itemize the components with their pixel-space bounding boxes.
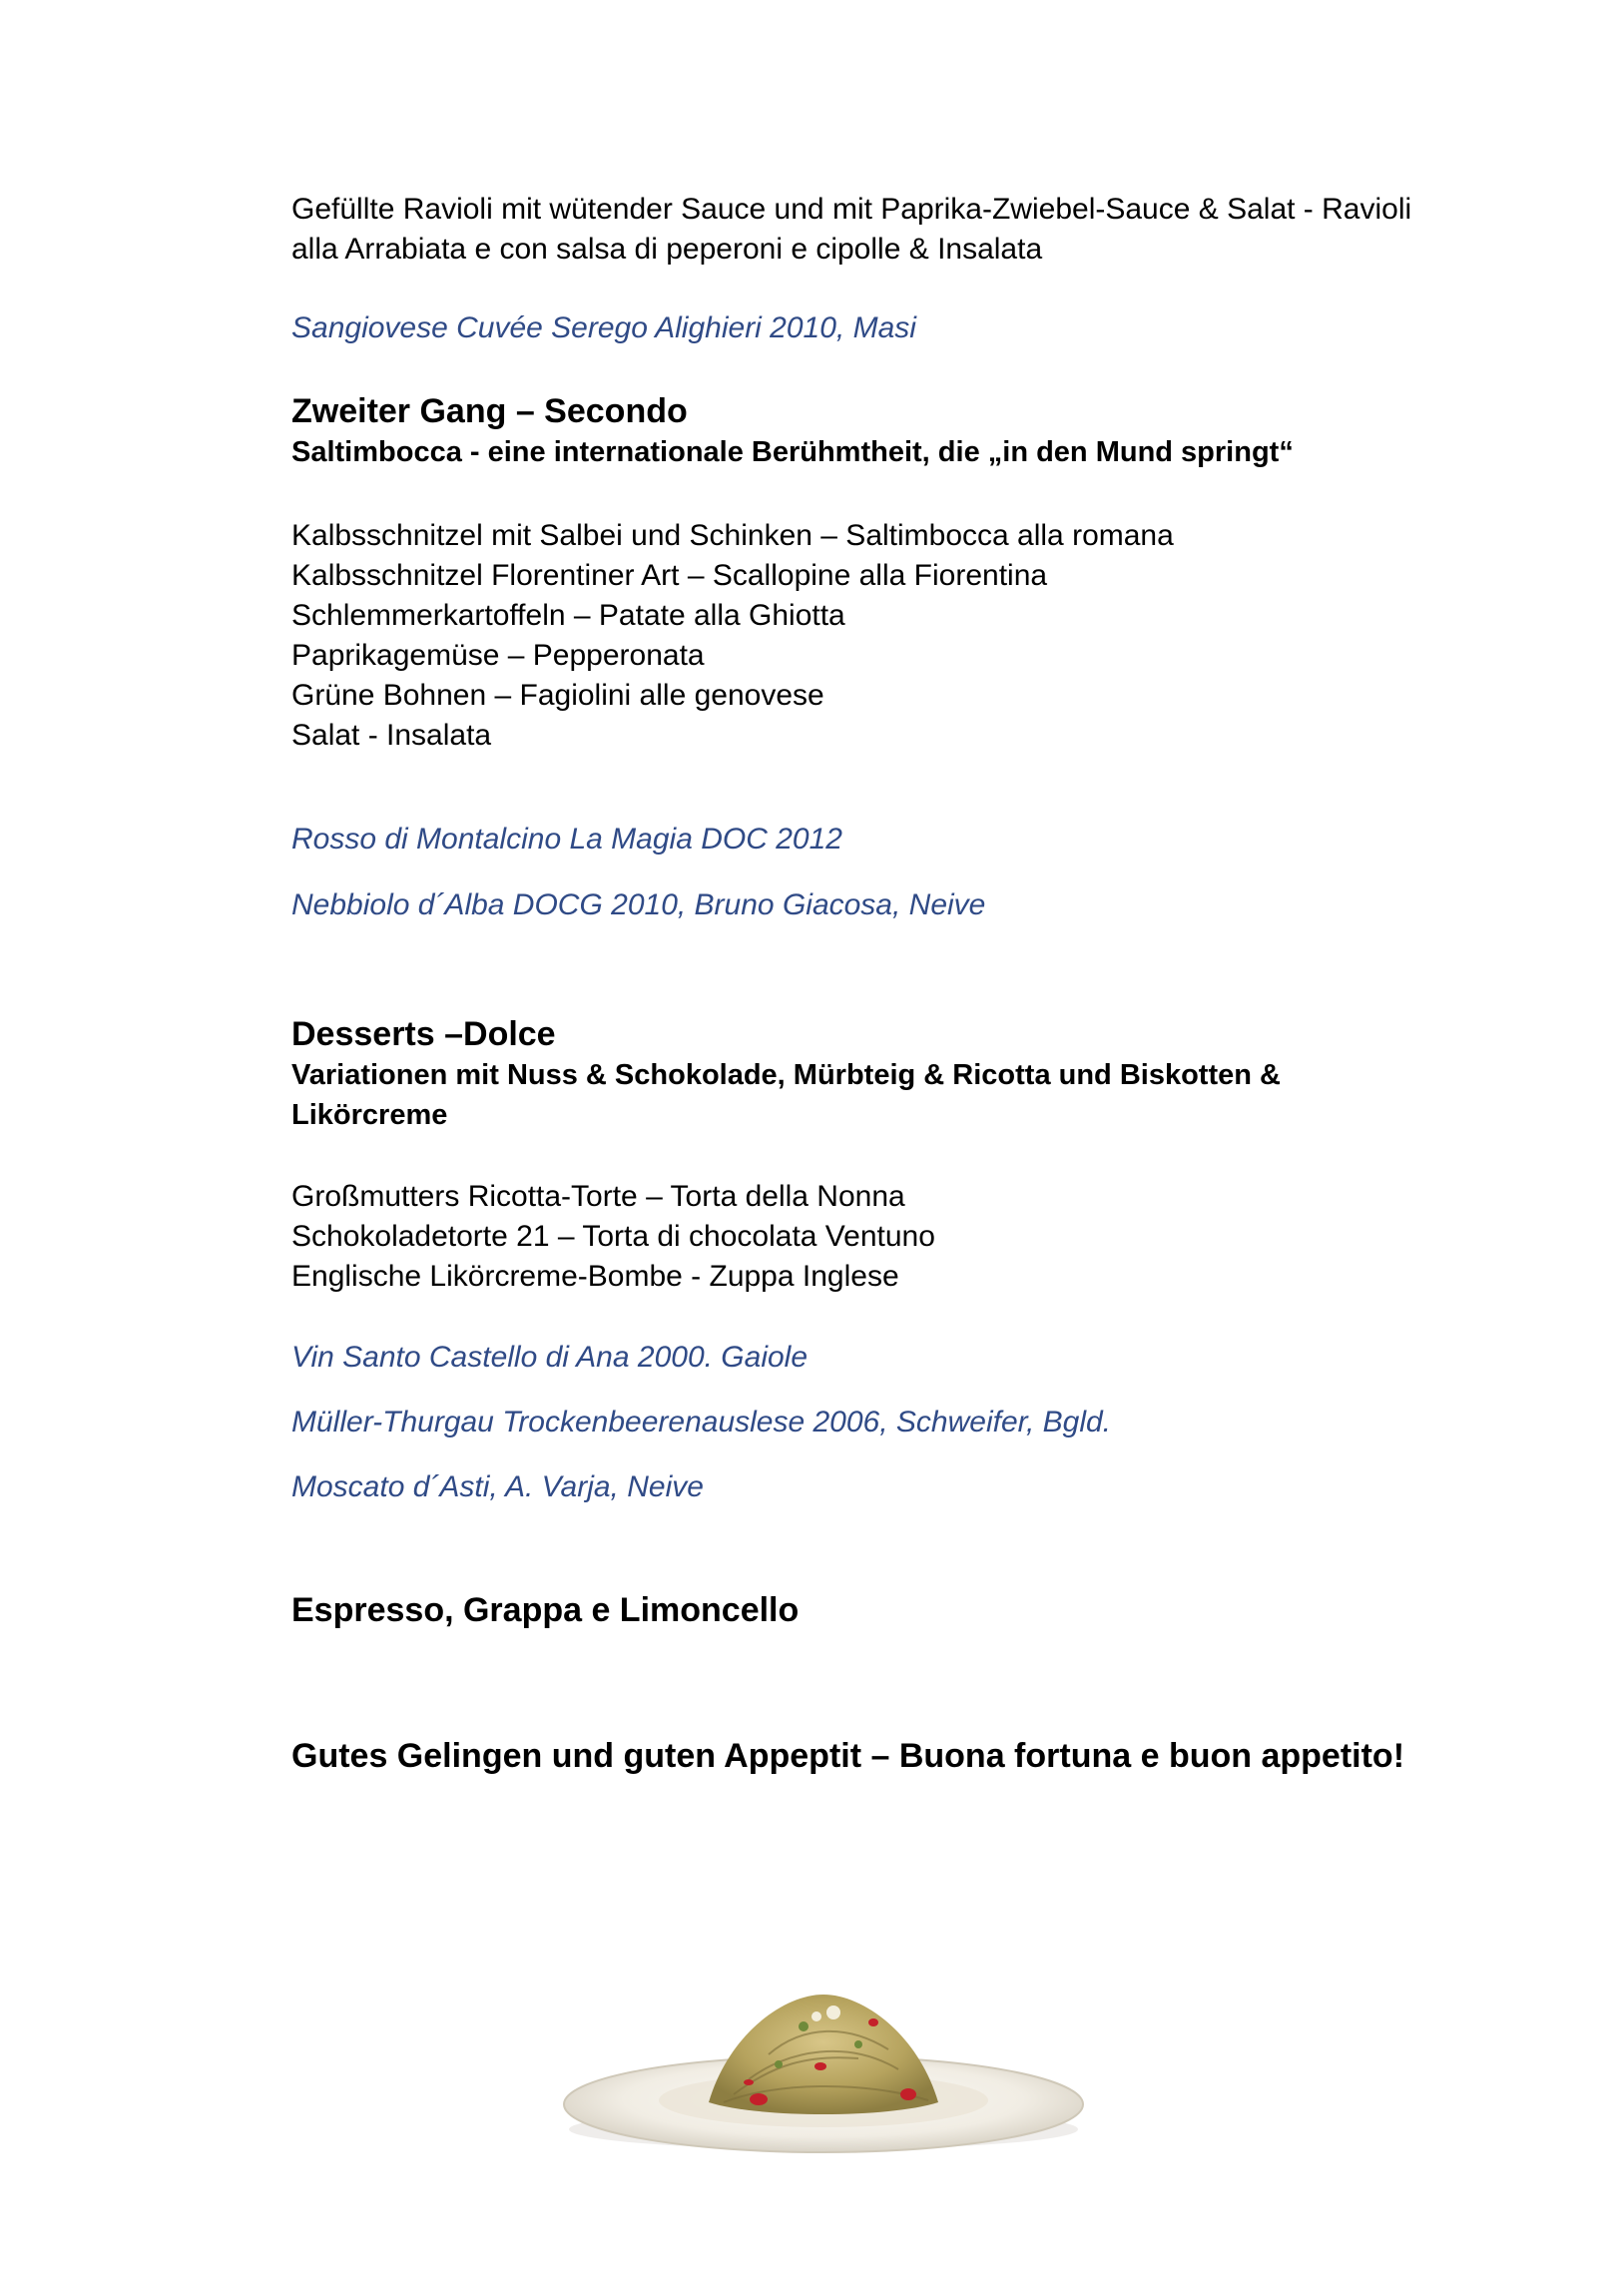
secondo-item: Salat - Insalata	[291, 719, 492, 752]
wine-secondo-1: Rosso di Montalcino La Magia DOC 2012	[291, 823, 842, 856]
secondo-item: Kalbsschnitzel Florentiner Art – Scallopine alla Fiorentina	[291, 559, 1048, 592]
wine-dolce-1: Vin Santo Castello di Ana 2000. Gaiole	[291, 1341, 809, 1374]
intro-line-2: alla Arrabiata e con salsa di peperoni e cipolle & Insalata	[291, 233, 1043, 266]
dolce-item: Schokoladetorte 21 – Torta di chocolata Ventuno	[291, 1220, 935, 1253]
dolce-item: Englische Likörcreme-Bombe - Zuppa Inglese	[291, 1260, 899, 1293]
dolce-item: Großmutters Ricotta-Torte – Torta della Nonna	[291, 1180, 905, 1213]
dolce-subheading-2: Likörcreme	[291, 1099, 448, 1131]
dolce-subheading-1: Variationen mit Nuss & Schokolade, Mürbteig & Ricotta und Biskotten &	[291, 1059, 1281, 1091]
secondo-heading: Zweiter Gang – Secondo	[291, 392, 688, 430]
secondo-item: Grüne Bohnen – Fagiolini alle genovese	[291, 679, 824, 712]
wine-secondo-2: Nebbiolo d´Alba DOCG 2010, Bruno Giacosa, Neive	[291, 888, 986, 921]
pasta-plate-photo-icon	[559, 1955, 1088, 2154]
secondo-item: Paprikagemüse – Pepperonata	[291, 639, 705, 672]
secondo-items	[291, 516, 1429, 756]
digestif-heading: Espresso, Grappa e Limoncello	[291, 1591, 800, 1629]
secondo-item: Schlemmerkartoffeln – Patate alla Ghiotta	[291, 599, 845, 632]
secondo-subheading: Saltimbocca - eine internationale Berühmtheit, die „in den Mund springt“	[291, 436, 1294, 468]
closing-line: Gutes Gelingen und guten Appeptit – Buona fortuna e buon appetito!	[291, 1737, 1405, 1775]
wine-primo: Sangiovese Cuvée Serego Alighieri 2010, Masi	[291, 311, 916, 344]
menu-page	[291, 190, 1429, 1777]
dolce-items	[291, 1177, 1429, 1297]
wine-dolce-2: Müller-Thurgau Trockenbeerenauslese 2006, Schweifer, Bgld.	[291, 1406, 1112, 1438]
secondo-item: Kalbsschnitzel mit Salbei und Schinken – Saltimbocca alla romana	[291, 519, 1174, 552]
wine-dolce-3: Moscato d´Asti, A. Varja, Neive	[291, 1470, 704, 1503]
dolce-heading: Desserts –Dolce	[291, 1015, 556, 1053]
intro-line-1: Gefüllte Ravioli mit wütender Sauce und mit Paprika-Zwiebel-Sauce & Salat - Ravioli	[291, 193, 1412, 226]
